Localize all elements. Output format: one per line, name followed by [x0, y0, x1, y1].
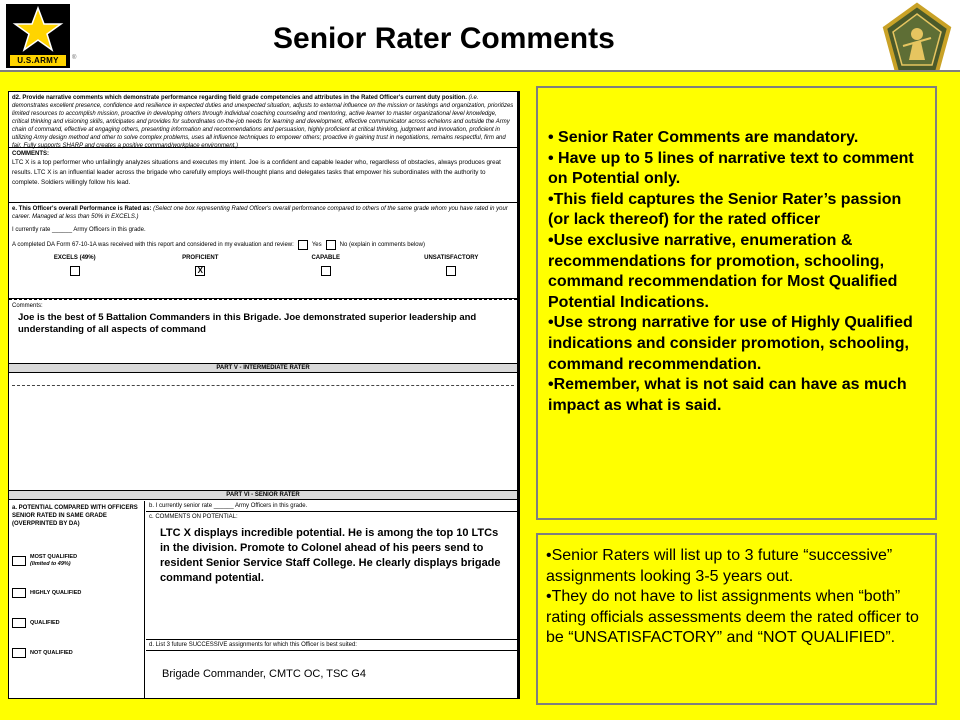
potential-comments-text: LTC X displays incredible potential. He is among the top 10 LTCs in the division. Promote to Colonel ahead of his peers send to resident Senior Service Staff College. He clearly displays brigade command potential. — [160, 527, 501, 584]
part5-title: PART V - INTERMEDIATE RATER — [9, 364, 517, 373]
e-instructions: (Select one box representing Rated Officer's overall performance compared to others of the same grade whom you have rated in your career. Managed at less than 50% in EXCELS.) — [12, 206, 508, 220]
qualified-checkbox[interactable] — [12, 618, 26, 628]
option-not-qualified: NOT QUALIFIED — [12, 648, 141, 658]
guidance-bullet: •Use strong narrative for use of Highly Qualified indications and consider promotion, schooling, command recommendation. — [548, 314, 913, 373]
assignments-bullet: •They do not have to list assignments when “both” rating officials assessments deem the rated officer to be “UNSATISFACTORY” and “NOT QUALIFIED”. — [546, 588, 919, 646]
assignments-guidance-panel — [536, 533, 937, 705]
comments-text: LTC X is a top performer who unfailingly analyzes situations and executes my intent. Joe is a confident and capable leader who, regardless of obstacles, always produces great results. LTC X is an influential leader across the brigade who carefully employs well-thought plans and delegates tasks that empower his subordinates with the authority to complete. Soldiers willingly follow his lead. — [12, 159, 501, 186]
e-section — [9, 203, 517, 299]
guidance-bullet: • Senior Rater Comments are mandatory. — [548, 129, 859, 146]
no-checkbox[interactable] — [326, 240, 336, 250]
guidance-bullet: • Have up to 5 lines of narrative text to comment on Potential only. — [548, 149, 914, 188]
rating-excels: EXCELS (49%) — [30, 254, 120, 276]
not-qualified-checkbox[interactable] — [12, 648, 26, 658]
option-qualified: QUALIFIED — [12, 618, 141, 628]
oer-form-excerpt — [8, 91, 520, 699]
assignments-text: Brigade Commander, CMTC OC, TSC G4 — [162, 668, 366, 680]
comments-section — [9, 148, 517, 203]
page-title: Senior Rater Comments — [273, 22, 615, 55]
army-staff-badge-icon — [879, 2, 955, 78]
trademark-mark: ® — [72, 55, 77, 61]
e-heading: e. This Officer's overall Performance is Rated as: — [12, 206, 152, 212]
comments2-section — [9, 299, 517, 364]
unsatisfactory-checkbox[interactable] — [446, 266, 456, 276]
guidance-bullet: •This field captures the Senior Rater’s passion (or lack thereof) for the rated officer — [548, 190, 902, 229]
da-form-row — [12, 240, 514, 250]
guidance-list — [538, 88, 935, 416]
part6-title: PART VI - SENIOR RATER — [9, 491, 517, 500]
us-army-logo — [6, 4, 77, 68]
guidance-bullet: •Remember, what is not said can have as much impact as what is said. — [548, 376, 907, 414]
capable-checkbox[interactable] — [321, 266, 331, 276]
completed-da-text: A completed DA Form 67-10-1A was received with this report and considered in my evaluation and review: — [12, 242, 294, 248]
proficient-checkbox[interactable]: X — [195, 266, 205, 276]
option-most-qualified: MOST QUALIFIED (limited to 49%) — [12, 554, 141, 568]
intermediate-rater-area — [9, 373, 517, 491]
comments2-text: Joe is the best of 5 Battalion Commanders in this Brigade. Joe demonstrated superior leadership and understanding of all aspects of command — [18, 312, 477, 335]
rating-unsatisfactory: UNSATISFACTORY — [406, 254, 496, 276]
c-label: c. COMMENTS ON POTENTIAL: — [149, 514, 238, 520]
guidance-bullet: •Use exclusive narrative, enumeration & recommendations for promotion, schooling, command recommendation for Most Qualified Potential Indications. — [548, 231, 898, 311]
potential-heading: a. POTENTIAL COMPARED WITH OFFICERS SENIOR RATED IN SAME GRADE (OVERPRINTED BY DA) — [12, 505, 138, 527]
excels-checkbox[interactable] — [70, 266, 80, 276]
senior-rater-guidance-panel — [536, 86, 937, 520]
currently-rate-text: I currently rate ______ Army Officers in this grade. — [12, 227, 146, 233]
yes-label: Yes — [311, 242, 322, 248]
army-star-icon — [6, 4, 70, 54]
d2-heading: d2. Provide narrative comments which demonstrate performance regarding field grade competencies and attributes in the Rated Officer's current duty position. — [12, 95, 467, 101]
most-qualified-checkbox[interactable] — [12, 556, 26, 566]
rating-proficient: PROFICIENT X — [182, 255, 219, 275]
d-label: d. List 3 future SUCCESSIVE assignments for which this Officer is best suited: — [146, 639, 517, 651]
performance-ratings — [12, 254, 514, 276]
assignments-guidance-list — [538, 535, 935, 649]
b-row: b. I currently senior rate ______ Army Officers in this grade. — [146, 501, 517, 512]
highly-qualified-checkbox[interactable] — [12, 588, 26, 598]
comments-label: COMMENTS: — [12, 151, 49, 157]
option-highly-qualified: HIGHLY QUALIFIED — [12, 588, 141, 598]
comments2-label: Comments: — [12, 303, 43, 309]
d2-section — [9, 92, 517, 148]
rating-capable: CAPABLE — [281, 254, 371, 276]
potential-section — [9, 501, 145, 699]
army-wordmark: U.S.ARMY — [10, 55, 66, 66]
no-label: No (explain in comments below) — [339, 242, 425, 248]
assignments-bullet: •Senior Raters will list up to 3 future “successive” assignments looking 3-5 years out. — [546, 547, 893, 585]
d2-instructions: (i.e. demonstrates excellent presence, confidence and resilience in expected duties and unexpected situation, adjusts to external influence on the mission or taskings and organization, prioritizes limited resources to accomplish mission, proactive in developing others through individual coaching counseling and mentoring, active learner to master organizational level knowledge, critical thinking and visioning skills, anticipates and provides for subordinates on-the-job needs for learning and development, effective communicator across echelons and outside the Army chain of command, effective at engaging others, presenting information and recommendations and persuasion, highly proficient at critical thinking, judgment and innovation, proficient in utilizing Army design method and other to solve complex problems, uses all influence techniques to empower others; proactive in gaining trust in negotiations, remains respectful, firm and fair. Fully supports SHARP and creates a positive command/workplace environment.) — [12, 95, 514, 149]
yes-checkbox[interactable] — [298, 240, 308, 250]
